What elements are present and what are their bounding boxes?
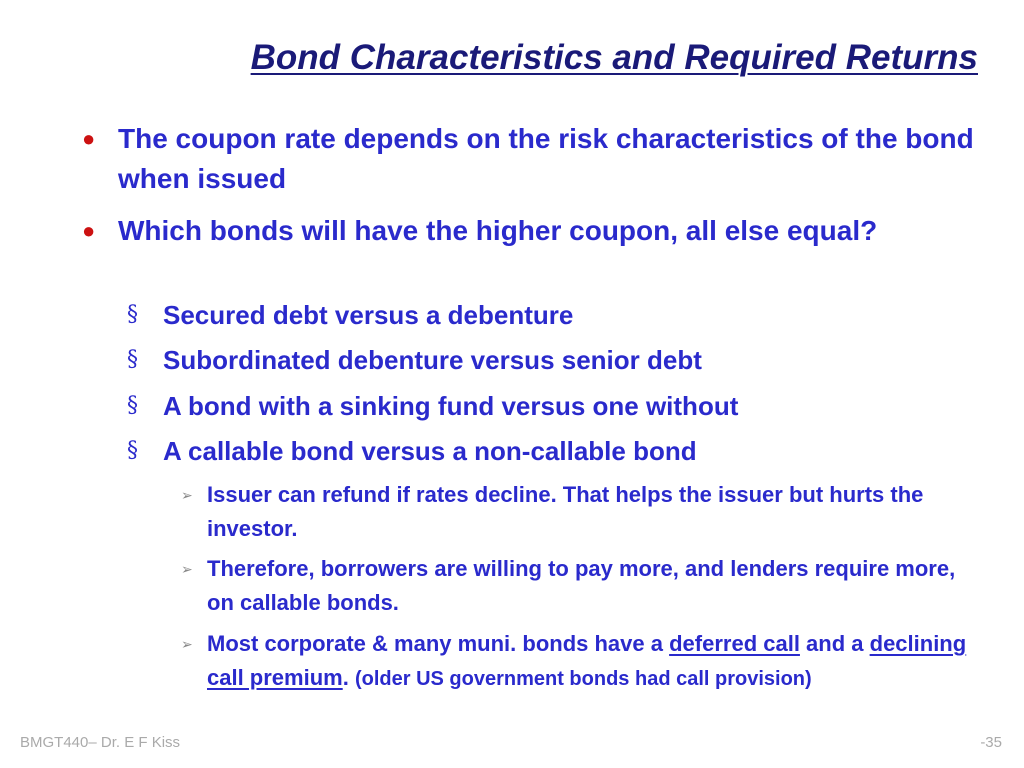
arrow-bullet-icon: ➢ (181, 636, 193, 652)
sub-sub-bullet-item (181, 627, 967, 696)
sub-bullet-item (127, 389, 983, 423)
bullet-text: Which bonds will have the higher coupon, all else equal? (118, 215, 878, 246)
arrow-bullet-icon: ➢ (181, 487, 193, 503)
sub-bullet-text: Secured debt versus a debenture (163, 300, 574, 330)
bullet-item (82, 119, 978, 199)
text-segment: Most corporate & many muni. bonds have a (207, 631, 670, 656)
section-sign-bullet-icon: § (127, 438, 138, 463)
sub-sub-bullet-text: Issuer can refund if rates decline. That helps the issuer but hurts the investor. (207, 482, 924, 541)
sub-sub-bullet-text: Therefore, borrowers are willing to pay more, and lenders require more, on callable bonds. (207, 556, 956, 615)
bullet-item (82, 211, 978, 251)
sub-bullet-text: Subordinated debenture versus senior debt (163, 345, 702, 375)
parenthetical-note: (older US government bonds had call provision) (354, 668, 812, 690)
sub-bullet-text: A callable bond versus a non-callable bond (163, 436, 697, 466)
slide-title: Bond Characteristics and Required Returns (250, 38, 978, 77)
section-sign-bullet-icon: § (127, 302, 138, 327)
red-dot-bullet-icon: ● (82, 126, 96, 151)
text-segment: and a (799, 631, 870, 656)
sub-bullet-item (127, 434, 983, 468)
footer-course-label: BMGT440– Dr. E F Kiss (20, 734, 181, 751)
underlined-term: deferred call (669, 631, 800, 656)
underlined-term: declining call premium (207, 631, 967, 690)
sub-bullet-item (127, 343, 983, 377)
text-segment: . (342, 665, 355, 690)
sub-bullet-text: A bond with a sinking fund versus one without (163, 391, 739, 421)
bullet-text: The coupon rate depends on the risk characteristics of the bond when issued (118, 123, 974, 194)
section-sign-bullet-icon: § (127, 393, 138, 418)
sub-sub-bullet-item (181, 552, 967, 620)
sub-bullet-item (127, 298, 983, 332)
sub-sub-bullet-item (181, 478, 967, 546)
section-sign-bullet-icon: § (127, 347, 138, 372)
red-dot-bullet-icon: ● (82, 218, 96, 243)
arrow-bullet-icon: ➢ (181, 561, 193, 577)
footer-page-number: -35 (980, 734, 1002, 751)
sub-sub-bullet-text (207, 631, 966, 690)
